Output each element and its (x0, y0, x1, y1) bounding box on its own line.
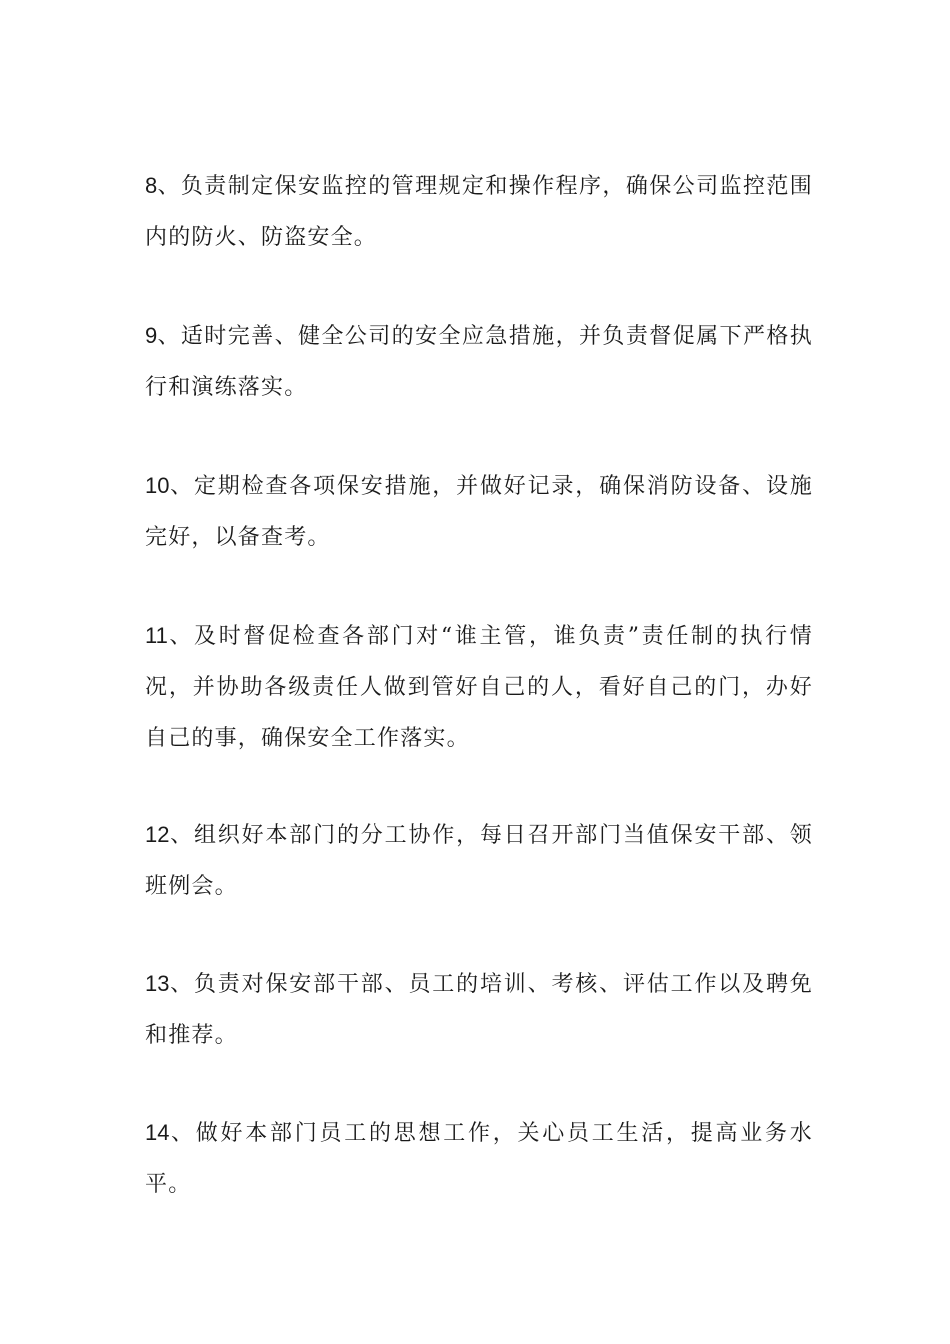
item-number: 9 (145, 323, 158, 348)
item-text: 、做好本部门员工的思想工作，关心员工生活，提高业务水平。 (145, 1121, 813, 1197)
list-item-11 (145, 610, 813, 764)
list-item-8 (145, 160, 813, 263)
item-text: 、组织好本部门的分工协作，每日召开部门当值保安干部、领班例会。 (145, 823, 813, 899)
item-text: 、负责对保安部干部、员工的培训、考核、评估工作以及聘免和推荐。 (145, 972, 813, 1048)
list-item-12 (145, 809, 813, 912)
list-item-10 (145, 460, 813, 563)
item-text: 、负责制定保安监控的管理规定和操作程序，确保公司监控范围内的防火、防盗安全。 (145, 174, 813, 250)
item-text: 、适时完善、健全公司的安全应急措施，并负责督促属下严格执行和演练落实。 (145, 324, 813, 400)
item-number: 8 (145, 173, 158, 198)
item-text: 、及时督促检查各部门对“谁主管，谁负责”责任制的执行情况，并协助各级责任人做到管好自己的人，看好自己的门，办好自己的事，确保安全工作落实。 (145, 624, 813, 751)
item-number: 13 (145, 971, 170, 996)
item-number: 12 (145, 822, 170, 847)
item-number: 11 (145, 623, 168, 648)
item-number: 10 (145, 473, 170, 498)
list-item-13 (145, 958, 813, 1061)
list-item-14 (145, 1107, 813, 1210)
item-text: 、定期检查各项保安措施，并做好记录，确保消防设备、设施完好，以备查考。 (145, 474, 813, 550)
item-number: 14 (145, 1120, 170, 1145)
list-item-9 (145, 310, 813, 413)
